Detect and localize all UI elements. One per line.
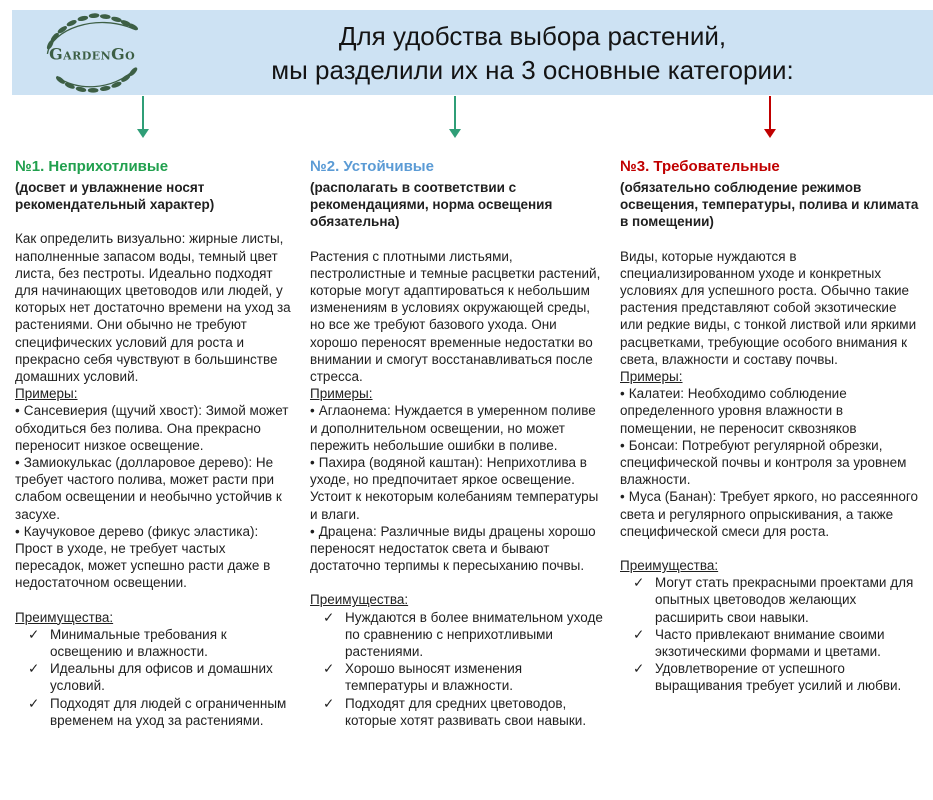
example-text: Каучуковое дерево (фикус эластика): Прост в уходе, не требует частых пересадок, может успешно расти даже в недостаточном освещении. xyxy=(15,523,271,591)
examples-label: Примеры: xyxy=(310,386,373,402)
bullet-icon: • xyxy=(620,437,625,453)
bullet-icon: • xyxy=(620,489,625,505)
bullet-icon: • xyxy=(620,386,625,402)
category-column-demanding xyxy=(620,158,923,695)
category-description: Растения с плотными листьями, пестролистные и темные расцветки растений, которые могут адаптироваться к небольшим изменениям в условиях окружающей среды, но все же требуют базового ухода. Они хорошо переносят временные недостатки во внимании и смогут восстанавливаться после стресса. xyxy=(310,248,601,385)
example-item xyxy=(620,488,923,540)
check-icon: ✓ xyxy=(323,609,335,625)
category-subtitle: (досвет и увлажнение носят рекомендательный характер) xyxy=(15,180,215,213)
page-title-line-2: мы разделили их на 3 основные категории: xyxy=(271,54,794,85)
check-icon: ✓ xyxy=(28,661,40,677)
bullet-icon: • xyxy=(310,455,315,471)
page-title-line-1: Для удобства выбора растений, xyxy=(338,20,727,51)
category-column-unpretentious xyxy=(15,158,298,729)
advantage-text: Подходят для средних цветоводов, которые хотят развивать свои навыки. xyxy=(345,695,587,728)
example-item xyxy=(310,402,603,454)
advantage-item xyxy=(28,626,298,660)
check-icon: ✓ xyxy=(323,695,335,711)
advantage-item xyxy=(323,695,603,729)
check-icon: ✓ xyxy=(633,661,645,677)
example-text: Бонсаи: Потребуют регулярной обрезки, специфической почвы и контроля за уровнем влажности. xyxy=(620,437,907,488)
example-item xyxy=(310,523,603,575)
category-description: Как определить визуально: жирные листы, наполненные запасом воды, темный цвет листа, без пестроты. Идеально подходят для начинающих цветоводов или людей, у которых нет достаточно времени на уход за растениями. Они обычно не требуют специфических условий для роста и прекрасно себя чувствуют в большинстве домашних условий. xyxy=(15,231,291,385)
category-column-resilient xyxy=(310,158,603,729)
spacer xyxy=(15,592,298,609)
header-banner xyxy=(12,10,933,95)
category-title: №2. Устойчивые xyxy=(310,158,434,175)
arrow-stem xyxy=(769,96,771,129)
advantage-text: Хорошо выносят изменения температуры и влажности. xyxy=(345,661,523,694)
advantages-label: Преимущества: xyxy=(310,592,409,608)
check-icon: ✓ xyxy=(28,695,40,711)
examples-label: Примеры: xyxy=(620,369,683,385)
laurel-wreath-icon xyxy=(30,11,160,95)
advantage-text: Часто привлекают внимание своими экзотическими формами и цветами. xyxy=(655,626,885,660)
arrow-head xyxy=(137,129,149,138)
example-item xyxy=(15,402,298,454)
spacer xyxy=(620,540,923,557)
category-description: Виды, которые нуждаются в специализированном уходе и конкретных условиях для успешного роста. Обычно такие растения представляют собой экзотические или редкие виды, с тонкой листвой или яркими расцветками, требующие особого внимания к света, влажности и составу почвы. xyxy=(620,248,917,367)
category-title: №1. Неприхотливые xyxy=(15,158,169,175)
advantages-label: Преимущества: xyxy=(15,609,114,625)
example-text: Сансевиерия (щучий хвост): Зимой может обходиться без полива. Она прекрасно переносит низкое освещение. xyxy=(15,403,289,453)
advantage-item xyxy=(28,660,298,694)
advantage-text: Минимальные требования к освещению и влажности. xyxy=(50,626,227,660)
down-arrow-icon-3 xyxy=(764,96,776,138)
check-icon: ✓ xyxy=(633,626,645,642)
example-text: Муса (Банан): Требует яркого, но рассеянного света и регулярного опрыскивания, а также специфической смеси для роста. xyxy=(620,489,919,539)
spacer xyxy=(310,574,603,591)
check-icon: ✓ xyxy=(28,626,40,642)
category-subtitle: (располагать в соответствии с рекомендациями, норма освещения обязательна) xyxy=(310,180,553,230)
advantage-item xyxy=(633,626,923,660)
bullet-icon: • xyxy=(310,403,315,419)
example-text: Калатеи: Необходимо соблюдение определенного уровня влажности в помещении, не переносит сквозняков xyxy=(620,386,857,436)
check-icon: ✓ xyxy=(633,575,645,591)
down-arrow-icon-2 xyxy=(449,96,461,138)
advantage-item xyxy=(28,695,298,729)
example-text: Драцена: Различные виды драцены хорошо переносят недостаток света и бывают достаточно терпимы к пересыханию почвы. xyxy=(310,523,596,574)
example-text: Замиокулькас (долларовое дерево): Не требует частого полива, может расти при слабом освещении и необычно устойчив к засухе. xyxy=(15,455,282,522)
bullet-icon: • xyxy=(15,403,20,419)
advantage-item xyxy=(323,609,603,661)
category-subtitle: (обязательно соблюдение режимов освещения, температуры, полива и климата в помещении) xyxy=(620,180,919,230)
arrow-stem xyxy=(142,96,144,129)
advantage-text: Подходят для людей с ограниченным временем на уход за растениями. xyxy=(50,695,287,728)
logo-brand-text: GardenGo xyxy=(49,44,136,64)
bullet-icon: • xyxy=(310,523,315,539)
advantage-text: Идеальны для офисов и домашних условий. xyxy=(50,661,273,694)
examples-label: Примеры: xyxy=(15,386,78,402)
example-item xyxy=(620,385,923,437)
advantages-label: Преимущества: xyxy=(620,558,719,574)
example-text: Аглаонема: Нуждается в умеренном поливе и дополнительном освещении, но может пережить небольшие ошибки в поливе. xyxy=(310,403,596,453)
arrow-head xyxy=(449,129,461,138)
arrow-head xyxy=(764,129,776,138)
advantage-text: Могут стать прекрасными проектами для опытных цветоводов желающих расширить свои навыки. xyxy=(655,575,914,625)
example-item xyxy=(15,454,298,523)
advantage-text: Удовлетворение от успешного выращивания требует усилий и любви. xyxy=(655,661,902,694)
category-title: №3. Требовательные xyxy=(620,158,780,175)
check-icon: ✓ xyxy=(323,661,335,677)
example-item xyxy=(620,437,923,489)
advantage-item xyxy=(633,660,923,694)
arrow-stem xyxy=(454,96,456,129)
advantage-item xyxy=(323,660,603,694)
bullet-icon: • xyxy=(15,455,20,471)
gardengo-logo xyxy=(30,11,160,95)
down-arrow-icon-1 xyxy=(137,96,149,138)
example-item xyxy=(310,454,603,523)
example-text: Пахира (водяной каштан): Неприхотлива в уходе, но предпочитает яркое освещение. Устоит к некоторым колебаниям температуры и влаги. xyxy=(310,455,599,522)
bullet-icon: • xyxy=(15,523,20,539)
advantage-item xyxy=(633,574,923,626)
advantage-text: Нуждаются в более внимательном уходе по сравнению с неприхотливыми растениями. xyxy=(345,609,603,660)
example-item xyxy=(15,523,298,592)
